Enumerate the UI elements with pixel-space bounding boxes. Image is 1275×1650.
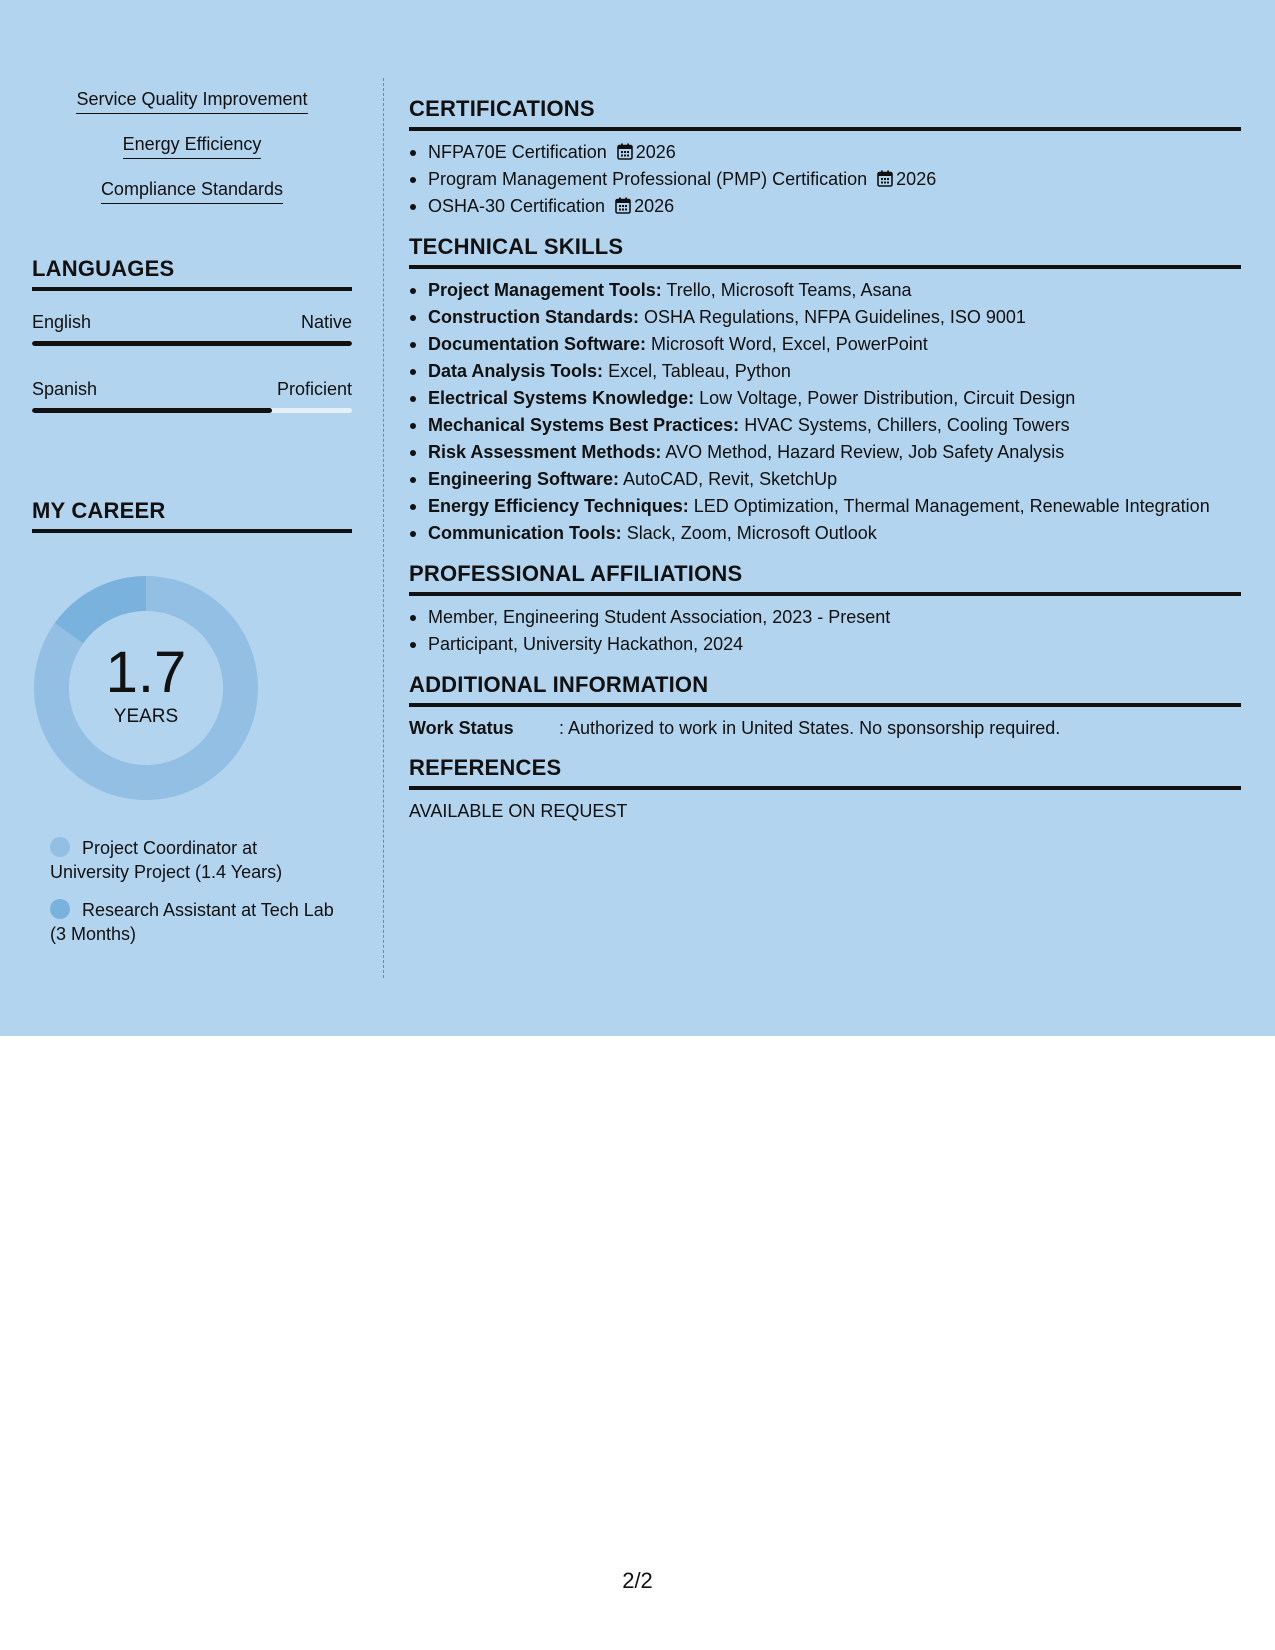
skill-label: Documentation Software: (428, 334, 647, 354)
skill-value: Slack, Zoom, Microsoft Outlook (626, 523, 877, 543)
skill-label: Mechanical Systems Best Practices: (428, 415, 740, 435)
skill-item (409, 439, 1241, 466)
skill-label: Data Analysis Tools: (428, 361, 604, 381)
section-title: TECHNICAL SKILLS (409, 234, 1241, 269)
skill-label: Engineering Software: (428, 469, 620, 489)
skill-value: LED Optimization, Thermal Management, Renewable Integration (693, 496, 1210, 516)
skill-value: AutoCAD, Revit, SketchUp (623, 469, 838, 489)
skill-label: Communication Tools: (428, 523, 622, 543)
section-title: LANGUAGES (32, 256, 352, 291)
work-status-label: Work Status (409, 718, 514, 738)
skill-item (409, 331, 1241, 358)
language-level: Proficient (276, 379, 352, 399)
language-name: English (32, 312, 92, 332)
certifications-section (409, 96, 1241, 220)
work-status-value: : Authorized to work in United States. No sponsorship required. (559, 718, 1061, 738)
strength-item: Energy Efficiency (123, 133, 262, 159)
career-total: 1.7 (105, 640, 187, 705)
skill-value: Trello, Microsoft Teams, Asana (666, 280, 912, 300)
affiliation-item: Participant, University Hackathon, 2024 (409, 631, 1241, 658)
certification-item (409, 193, 1241, 220)
career-unit: YEARS (113, 706, 179, 727)
skill-value: Excel, Tableau, Python (608, 361, 791, 381)
certification-year: 2026 (634, 196, 675, 216)
skill-item (409, 385, 1241, 412)
skill-item (409, 277, 1241, 304)
donut-center (34, 576, 258, 800)
skill-value: Microsoft Word, Excel, PowerPoint (651, 334, 928, 354)
skill-value: AVO Method, Hazard Review, Job Safety Analysis (665, 442, 1065, 462)
legend-item (50, 898, 340, 946)
skill-item (409, 304, 1241, 331)
legend-item (50, 836, 340, 884)
skill-label: Construction Standards: (428, 307, 640, 327)
language-row (32, 378, 352, 413)
languages-section (32, 256, 352, 413)
section-title: MY CAREER (32, 498, 352, 533)
language-row (32, 311, 352, 346)
skill-item (409, 466, 1241, 493)
language-bar (32, 341, 352, 346)
career-legend (50, 836, 340, 960)
skill-label: Project Management Tools: (428, 280, 662, 300)
work-status-row (409, 715, 1241, 741)
career-donut-chart (34, 576, 258, 800)
skill-item (409, 520, 1241, 547)
certification-item (409, 139, 1241, 166)
section-title: ADDITIONAL INFORMATION (409, 672, 1241, 707)
skill-value: OSHA Regulations, NFPA Guidelines, ISO 9001 (644, 307, 1026, 327)
language-bar-fill (32, 341, 352, 346)
section-title: PROFESSIONAL AFFILIATIONS (409, 561, 1241, 596)
legend-label: Research Assistant at Tech Lab (3 Months) (50, 900, 334, 944)
skill-item (409, 358, 1241, 385)
calendar-icon (617, 143, 633, 160)
references-text: AVAILABLE ON REQUEST (409, 801, 628, 821)
language-bar-fill (32, 408, 272, 413)
skill-label: Energy Efficiency Techniques: (428, 496, 689, 516)
calendar-icon (615, 197, 631, 214)
certification-name: OSHA-30 Certification (428, 196, 606, 216)
legend-dot (50, 899, 70, 919)
affiliations-section (409, 561, 1241, 658)
skill-item (409, 493, 1241, 520)
page-number: 2/2 (622, 1568, 653, 1593)
column-divider (383, 78, 384, 978)
skill-label: Risk Assessment Methods: (428, 442, 662, 462)
skill-item (409, 412, 1241, 439)
strengths-list (32, 88, 352, 223)
language-bar (32, 408, 352, 413)
technical-skills-section (409, 234, 1241, 547)
language-name: Spanish (32, 379, 98, 399)
right-column (409, 96, 1241, 838)
certification-year: 2026 (896, 169, 937, 189)
skill-value: HVAC Systems, Chillers, Cooling Towers (744, 415, 1070, 435)
certification-name: Program Management Professional (PMP) Certification (428, 169, 868, 189)
references-section (409, 755, 1241, 824)
career-section (32, 498, 352, 533)
certification-year: 2026 (635, 142, 676, 162)
skill-label: Electrical Systems Knowledge: (428, 388, 695, 408)
certification-name: NFPA70E Certification (428, 142, 607, 162)
affiliation-item: Member, Engineering Student Association, 2023 - Present (409, 604, 1241, 631)
strength-item: Compliance Standards (101, 178, 283, 204)
skill-value: Low Voltage, Power Distribution, Circuit Design (699, 388, 1076, 408)
legend-dot (50, 837, 70, 857)
additional-info-section (409, 672, 1241, 741)
legend-label: Project Coordinator at University Project (1.4 Years) (50, 838, 283, 882)
certification-item (409, 166, 1241, 193)
section-title: CERTIFICATIONS (409, 96, 1241, 131)
section-title: REFERENCES (409, 755, 1241, 790)
language-level: Native (300, 312, 352, 332)
strength-item: Service Quality Improvement (76, 88, 307, 114)
calendar-icon (877, 170, 893, 187)
